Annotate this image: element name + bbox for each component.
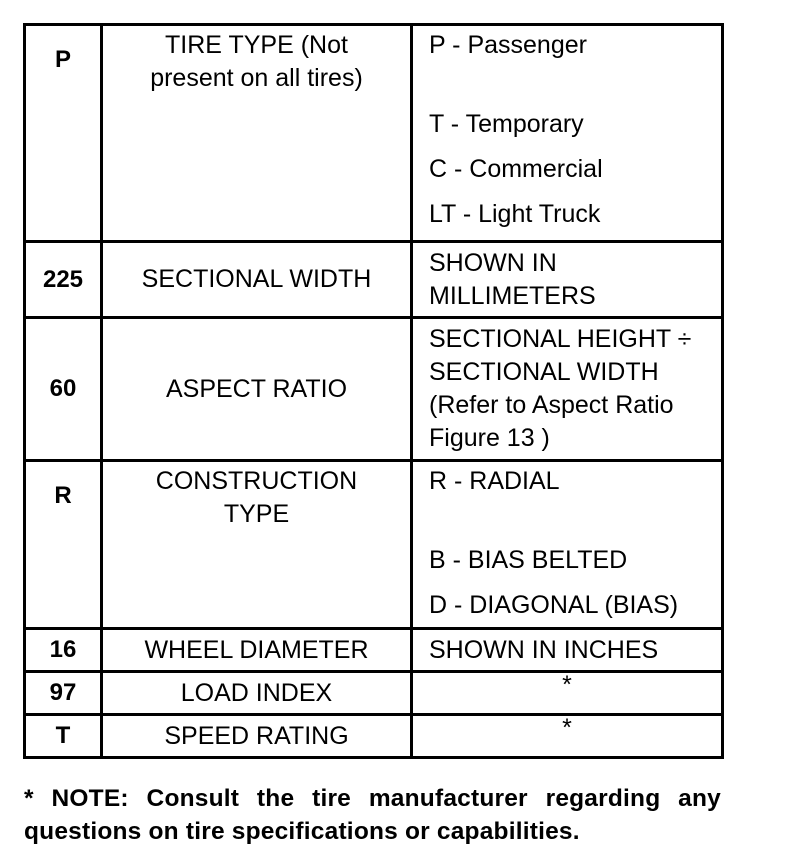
desc-cell — [412, 461, 723, 629]
desc-text: SHOWN IN MILLIMETERS — [429, 248, 596, 310]
table-row-speed-rating — [25, 715, 723, 758]
name-text: CONSTRUCTION TYPE — [155, 467, 358, 528]
name-text: LOAD INDEX — [180, 678, 333, 707]
desc-text: SHOWN IN INCHES — [429, 635, 659, 664]
option-temporary: T - Temporary — [429, 110, 584, 138]
option-passenger: P - Passenger — [429, 31, 587, 59]
code-cell — [25, 25, 102, 242]
code-text: 97 — [49, 679, 77, 706]
code-text: 225 — [42, 265, 84, 293]
option-bias-belted: B - BIAS BELTED — [429, 546, 628, 574]
option-diagonal: D - DIAGONAL (BIAS) — [429, 591, 679, 619]
table-row-construction-type — [25, 461, 723, 629]
table-row-aspect-ratio — [25, 318, 723, 461]
name-cell — [102, 25, 412, 242]
name-text: SECTIONAL WIDTH — [141, 265, 372, 293]
name-cell — [102, 629, 412, 672]
name-cell — [102, 242, 412, 318]
code-cell — [25, 318, 102, 461]
name-cell — [102, 461, 412, 629]
desc-cell — [412, 629, 723, 672]
table-row-wheel-diameter — [25, 629, 723, 672]
table-row-sectional-width — [25, 242, 723, 318]
code-text: 60 — [49, 375, 77, 402]
code-cell — [25, 715, 102, 758]
code-cell — [25, 672, 102, 715]
asterisk-text: * — [562, 671, 572, 699]
code-text: P — [54, 46, 71, 73]
name-text: WHEEL DIAMETER — [144, 635, 369, 664]
table-row-tire-type — [25, 25, 723, 242]
name-text: SPEED RATING — [164, 721, 349, 750]
tire-code-table — [23, 23, 724, 759]
name-cell — [102, 672, 412, 715]
desc-cell — [412, 25, 723, 242]
desc-cell — [412, 242, 723, 318]
table-row-load-index — [25, 672, 723, 715]
name-text: ASPECT RATIO — [165, 374, 348, 403]
code-cell — [25, 242, 102, 318]
code-text: 16 — [49, 636, 77, 663]
asterisk-text: * — [562, 714, 572, 742]
option-radial: R - RADIAL — [429, 467, 560, 495]
desc-cell — [412, 318, 723, 461]
code-text: R — [54, 482, 72, 509]
footnote: * NOTE: Consult the tire manufacturer regarding any questions on tire specifications or capabilities. — [24, 785, 721, 845]
name-text: TIRE TYPE (Not present on all tires) — [150, 31, 363, 92]
option-commercial: C - Commercial — [429, 155, 603, 183]
option-light-truck: LT - Light Truck — [429, 200, 601, 228]
code-cell — [25, 461, 102, 629]
name-cell — [102, 318, 412, 461]
desc-text: SECTIONAL HEIGHT ÷ SECTIONAL WIDTH (Refer to Aspect Ratio Figure 13 ) — [429, 325, 692, 452]
code-cell — [25, 629, 102, 672]
desc-cell — [412, 672, 723, 715]
code-text: T — [55, 722, 71, 749]
desc-cell — [412, 715, 723, 758]
name-cell — [102, 715, 412, 758]
